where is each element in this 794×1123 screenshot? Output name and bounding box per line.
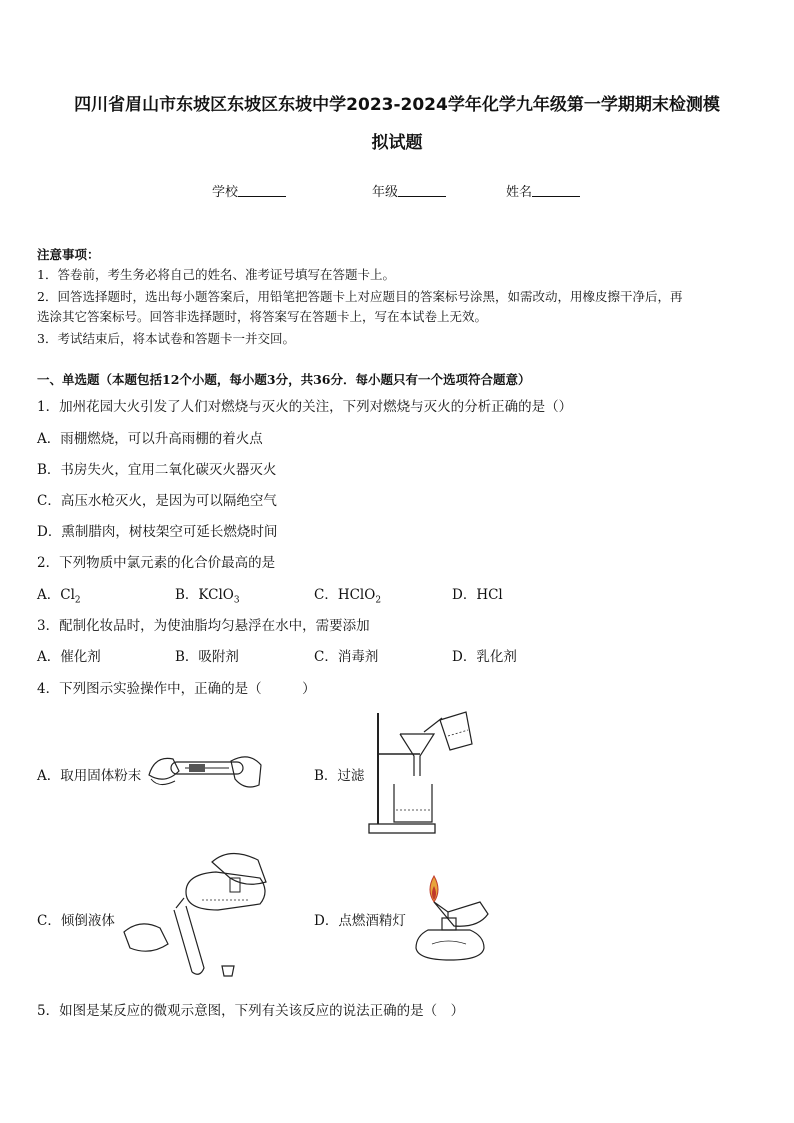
notice-item: 2．回答选择题时，选出每小题答案后，用铅笔把答题卡上对应题目的答案标号涂黑，如需改动，用橡皮擦干净后，再: [37, 289, 683, 304]
notice-item: 选涂其它答案标号。回答非选择题时，将答案写在答题卡上，写在本试卷上无效。: [37, 309, 488, 324]
school-field: [212, 181, 286, 200]
notice-heading: 注意事项：: [37, 247, 100, 262]
q2-b-sub: 3: [233, 595, 240, 606]
question-4-stem: 4．下列图示实验操作中，正确的是（ ）: [37, 681, 316, 697]
question-1-option-b: B．书房失火，宜用二氧化碳灭火器灭火: [37, 462, 277, 478]
powder-test-tube-figure: [145, 745, 265, 795]
question-3-option-b: B．吸附剂: [175, 649, 239, 665]
grade-field: [372, 181, 446, 200]
question-4-option-d: D．点燃酒精灯: [314, 913, 406, 929]
grade-blank: [398, 184, 446, 197]
question-1-stem: 1．加州花园大火引发了人们对燃烧与灭火的关注，下列对燃烧与灭火的分析正确的是（）: [37, 399, 573, 415]
question-3-option-a: A．催化剂: [37, 649, 101, 665]
q2-c-sub: 2: [375, 595, 382, 606]
question-2-stem: 2．下列物质中氯元素的化合价最高的是: [37, 555, 276, 571]
q2-a-sub: 2: [74, 595, 81, 606]
notice-item: 3．考试结束后，将本试卷和答题卡一并交回。: [37, 331, 295, 346]
name-label: 姓名: [506, 185, 533, 200]
filtration-figure: [366, 710, 476, 836]
question-1-option-a: A．雨棚燃烧，可以升高雨棚的着火点: [37, 431, 263, 447]
question-2-option-d: D．HCl: [452, 587, 503, 603]
name-field: [506, 181, 580, 200]
question-2-option-a: [37, 583, 81, 606]
school-label: 学校: [212, 185, 239, 200]
q2-a-text: A．Cl: [37, 587, 75, 603]
question-2-option-b: [175, 583, 240, 606]
page-title-line1: 四川省眉山市东坡区东坡区东坡中学2023-2024学年化学九年级第一学期期末检测模: [74, 95, 720, 115]
question-1-option-c: C．高压水枪灭火，是因为可以隔绝空气: [37, 493, 277, 509]
question-5-stem: 5．如图是某反应的微观示意图，下列有关该反应的说法正确的是（ ）: [37, 1003, 465, 1019]
question-4-option-a: A．取用固体粉末: [37, 768, 142, 784]
notice-item: 1．答卷前，考生务必将自己的姓名、准考证号填写在答题卡上。: [37, 267, 395, 282]
question-1-option-d: D．熏制腊肉，树枝架空可延长燃烧时间: [37, 524, 278, 540]
pouring-liquid-figure: [120, 848, 270, 978]
q2-c-text: C．HClO: [314, 587, 376, 603]
grade-label: 年级: [372, 185, 399, 200]
page-title-line2: 拟试题: [371, 133, 423, 153]
question-2-option-c: [314, 583, 381, 606]
question-3-option-c: C．消毒剂: [314, 649, 379, 665]
question-4-option-b: B．过滤: [314, 768, 365, 784]
q2-b-text: B．KClO: [175, 587, 234, 603]
name-blank: [532, 184, 580, 197]
section-heading: 一、单选题（本题包括12个小题，每小题3分，共36分．每小题只有一个选项符合题意）: [37, 372, 531, 387]
alcohol-lamp-figure: [408, 872, 492, 964]
question-3-stem: 3．配制化妆品时，为使油脂均匀悬浮在水中，需要添加: [37, 618, 370, 634]
school-blank: [238, 184, 286, 197]
question-3-option-d: D．乳化剂: [452, 649, 517, 665]
question-4-option-c: C．倾倒液体: [37, 913, 115, 929]
